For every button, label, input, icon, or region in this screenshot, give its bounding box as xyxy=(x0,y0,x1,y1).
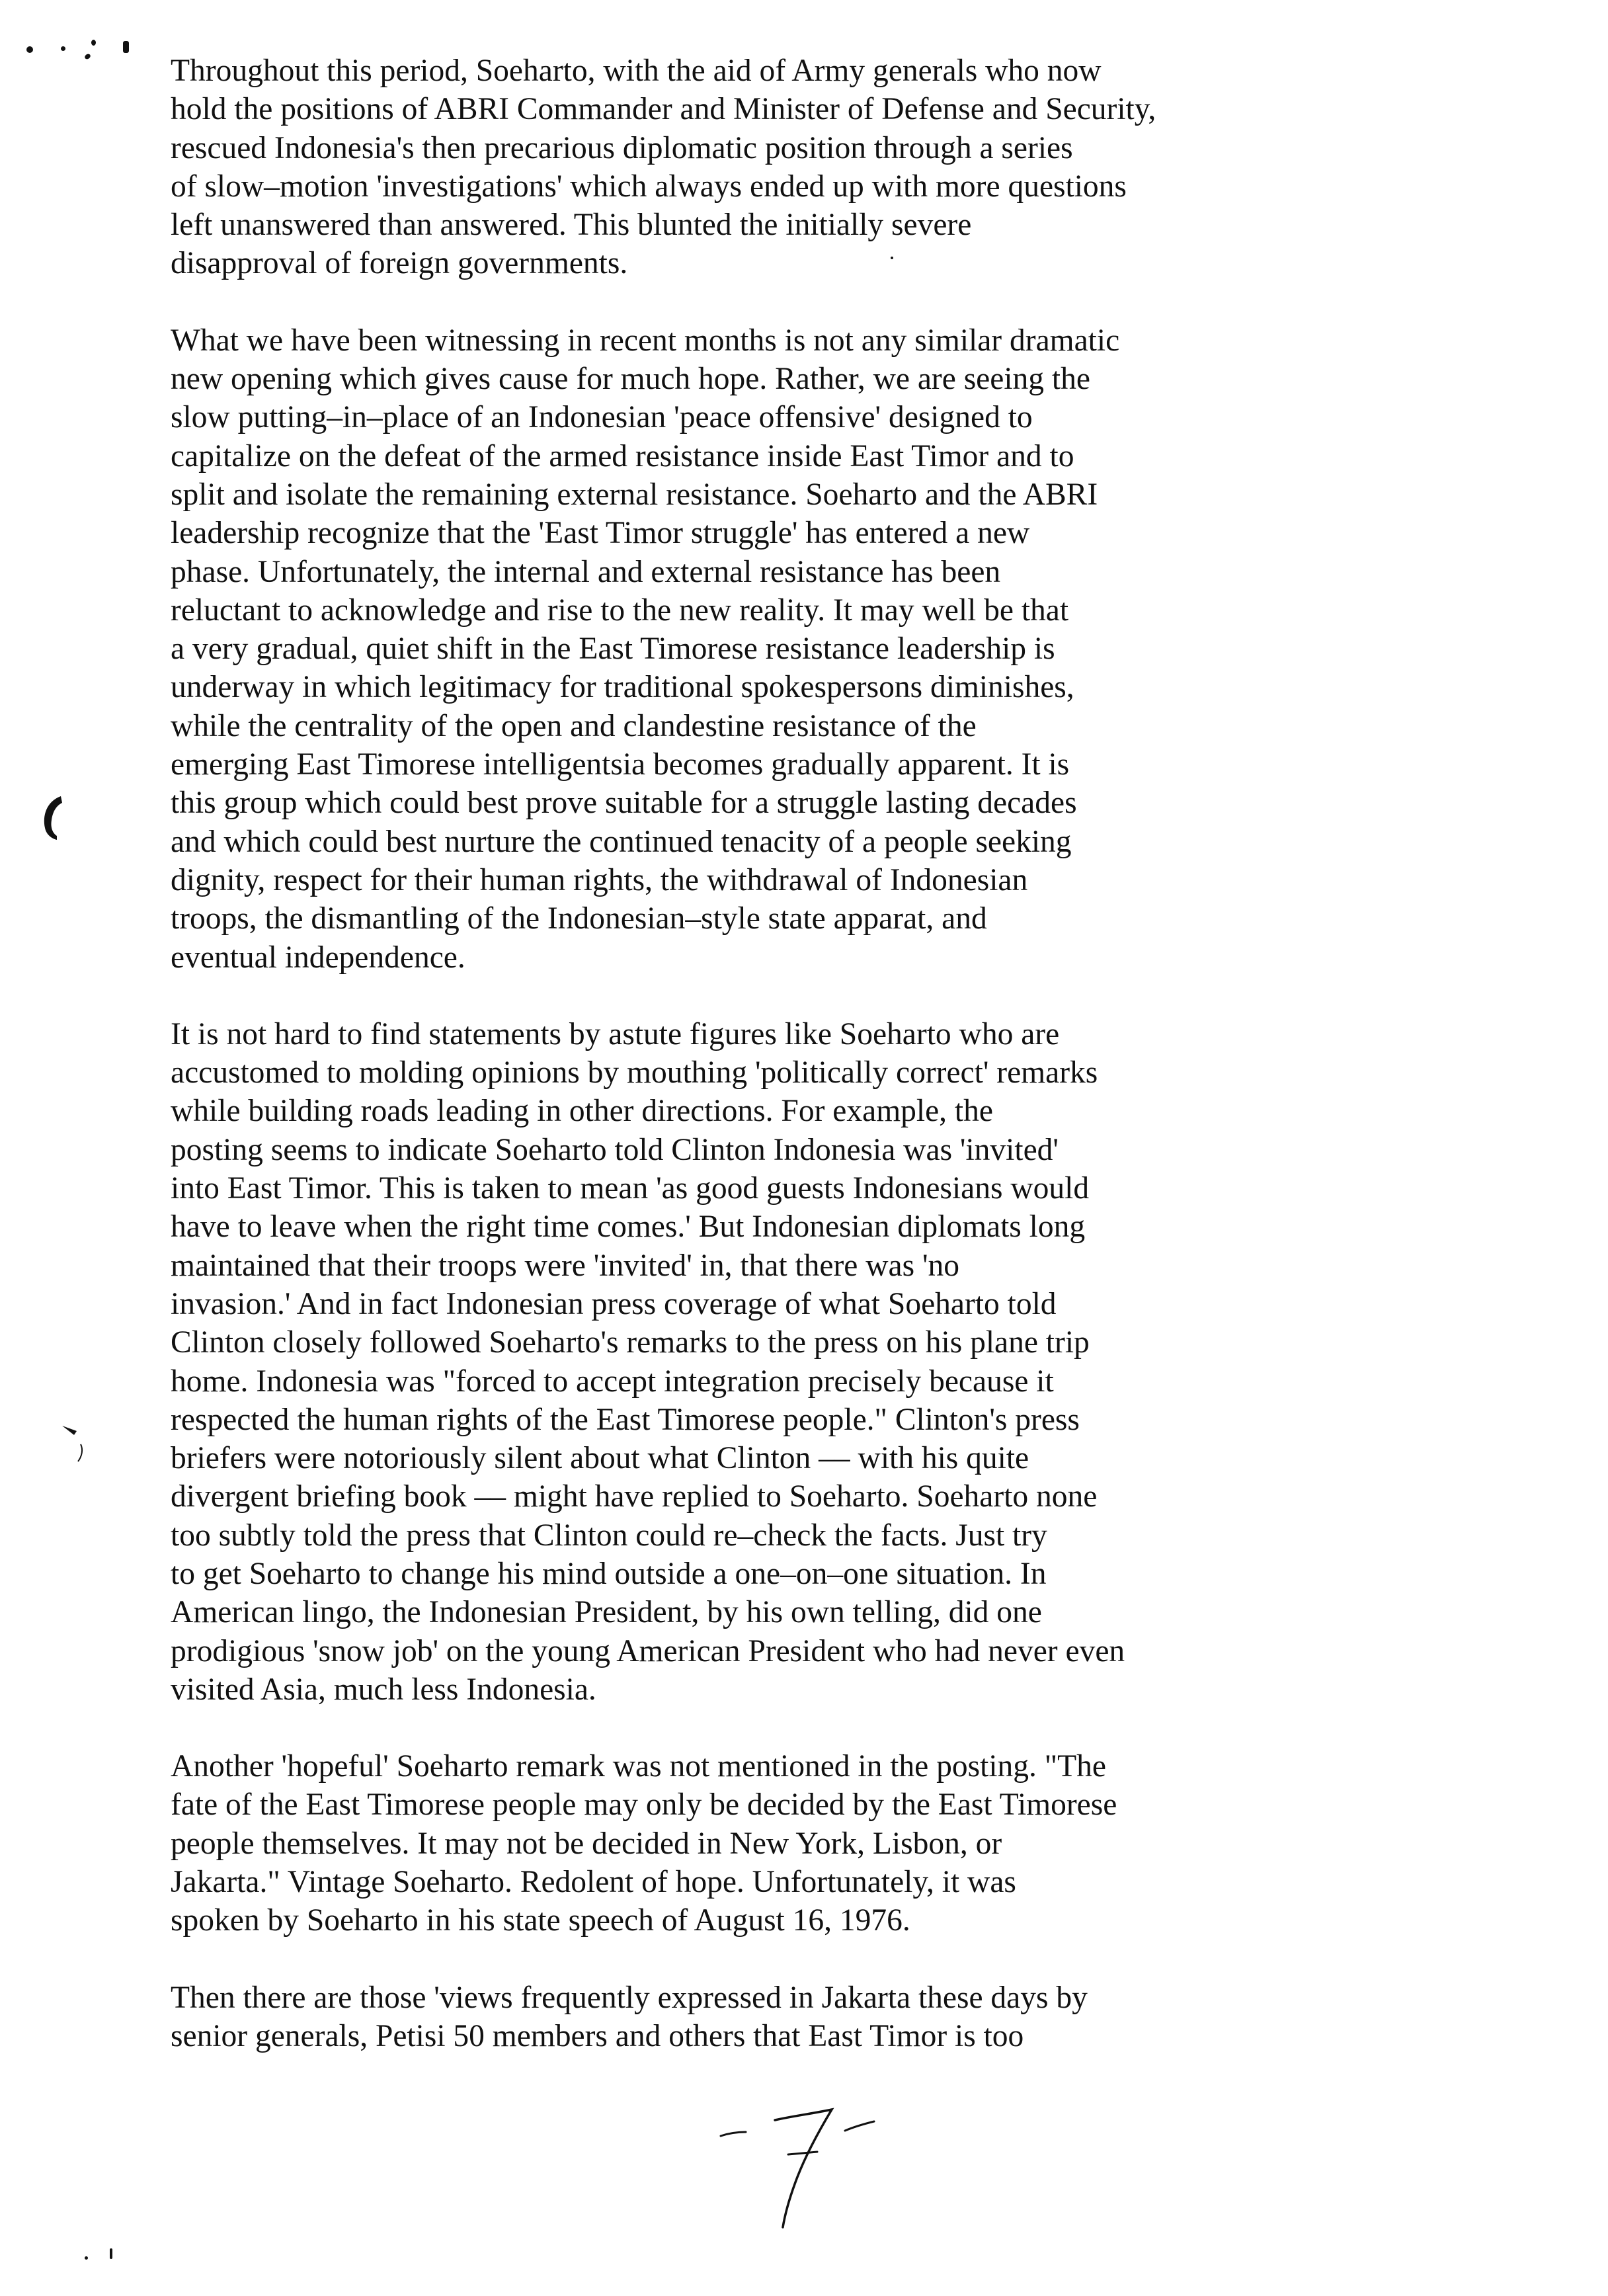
text-line: have to leave when the right time comes.' But Indonesian diplomats long xyxy=(171,1210,1086,1245)
text-line: briefers were notoriously silent about what Clinton –– with his quite xyxy=(171,1441,1029,1476)
text-line: home. Indonesia was "forced to accept integration precisely because it xyxy=(171,1364,1054,1399)
text-line: people themselves. It may not be decided in New York, Lisbon, or xyxy=(171,1826,1002,1861)
text-line: dignity, respect for their human rights, the withdrawal of Indonesian xyxy=(171,862,1028,897)
text-line: reluctant to acknowledge and rise to the new reality. It may well be that xyxy=(171,593,1069,628)
text-line: while the centrality of the open and clandestine resistance of the xyxy=(171,708,977,743)
text-line: prodigious 'snow job' on the young American President who had never even xyxy=(171,1633,1125,1668)
text-line: American lingo, the Indonesian President, by his own telling, did one xyxy=(171,1595,1042,1630)
text-line: left unanswered than answered. This blunted the initially severe xyxy=(171,208,972,243)
speck xyxy=(123,41,129,53)
margin-bracket-mark xyxy=(37,791,70,844)
speck xyxy=(91,40,96,46)
text-line: Jakarta." Vintage Soeharto. Redolent of hope. Unfortunately, it was xyxy=(171,1865,1016,1900)
text-line: and which could best nurture the continued tenacity of a people seeking xyxy=(171,824,1072,859)
text-line: respected the human rights of the East Timorese people." Clinton's press xyxy=(171,1402,1080,1437)
text-line: emerging East Timorese intelligentsia becomes gradually apparent. It is xyxy=(171,747,1070,782)
text-line: disapproval of foreign governments. xyxy=(171,246,628,281)
handwritten-page-number xyxy=(714,2090,886,2235)
text-line: Then there are those 'views frequently expressed in Jakarta these days by xyxy=(171,1980,1088,2015)
margin-tick-mark xyxy=(58,1422,91,1468)
speck xyxy=(84,53,91,60)
text-line: spoken by Soeharto in his state speech of August 16, 1976. xyxy=(171,1903,910,1938)
speck xyxy=(61,46,65,51)
text-line: too subtly told the press that Clinton could re–check the facts. Just try xyxy=(171,1518,1047,1553)
text-line: Another 'hopeful' Soeharto remark was not mentioned in the posting. "The xyxy=(171,1749,1107,1784)
text-line: this group which could best prove suitable for a struggle lasting decades xyxy=(171,786,1077,821)
text-line: Throughout this period, Soeharto, with the aid of Army generals who now xyxy=(171,54,1102,88)
text-line: while building roads leading in other directions. For example, the xyxy=(171,1094,993,1129)
paragraph-4 xyxy=(171,1747,1427,1940)
paragraph-1 xyxy=(171,52,1427,283)
speck xyxy=(85,2256,88,2260)
text-line: posting seems to indicate Soeharto told Clinton Indonesia was 'invited' xyxy=(171,1132,1059,1167)
text-line: It is not hard to find statements by astute figures like Soeharto who are xyxy=(171,1016,1060,1051)
text-line: senior generals, Petisi 50 members and others that East Timor is too xyxy=(171,2018,1024,2053)
text-line: underway in which legitimacy for traditional spokespersons diminishes, xyxy=(171,670,1074,705)
text-line: new opening which gives cause for much hope. Rather, we are seeing the xyxy=(171,362,1090,397)
text-line: visited Asia, much less Indonesia. xyxy=(171,1672,596,1707)
text-line: slow putting–in–place of an Indonesian 'peace offensive' designed to xyxy=(171,400,1033,435)
paragraph-5 xyxy=(171,1979,1427,2056)
text-line: fate of the East Timorese people may only be decided by the East Timorese xyxy=(171,1787,1117,1823)
text-line: divergent briefing book –– might have replied to Soeharto. Soeharto none xyxy=(171,1479,1098,1514)
paragraph-2 xyxy=(171,321,1427,977)
text-line: Clinton closely followed Soeharto's remarks to the press on his plane trip xyxy=(171,1325,1090,1360)
text-line: leadership recognize that the 'East Timor struggle' has entered a new xyxy=(171,516,1030,551)
speck xyxy=(110,2248,112,2259)
text-line: phase. Unfortunately, the internal and external resistance has been xyxy=(171,554,1001,589)
text-line: eventual independence. xyxy=(171,940,465,975)
text-line: maintained that their troops were 'invited' in, that there was 'no xyxy=(171,1248,960,1283)
text-line: What we have been witnessing in recent months is not any similar dramatic xyxy=(171,323,1120,358)
text-line: rescued Indonesia's then precarious diplomatic position through a series xyxy=(171,130,1073,165)
text-line: accustomed to molding opinions by mouthing 'politically correct' remarks xyxy=(171,1055,1098,1090)
speck xyxy=(26,46,33,53)
text-line: split and isolate the remaining external resistance. Soeharto and the ABRI xyxy=(171,477,1098,512)
text-line: troops, the dismantling of the Indonesian–style state apparat, and xyxy=(171,901,987,936)
text-line: into East Timor. This is taken to mean 'as good guests Indonesians would xyxy=(171,1171,1090,1206)
text-line: hold the positions of ABRI Commander and Minister of Defense and Security, xyxy=(171,92,1156,127)
text-line: to get Soeharto to change his mind outside a one–on–one situation. In xyxy=(171,1556,1047,1591)
paragraph-3 xyxy=(171,1015,1427,1709)
text-line: a very gradual, quiet shift in the East Timorese resistance leadership is xyxy=(171,632,1055,667)
text-line: of slow–motion 'investigations' which always ended up with more questions xyxy=(171,169,1127,204)
text-line: invasion.' And in fact Indonesian press coverage of what Soeharto told xyxy=(171,1286,1057,1321)
document-body xyxy=(171,52,1427,2094)
text-line: capitalize on the defeat of the armed resistance inside East Timor and to xyxy=(171,438,1074,473)
